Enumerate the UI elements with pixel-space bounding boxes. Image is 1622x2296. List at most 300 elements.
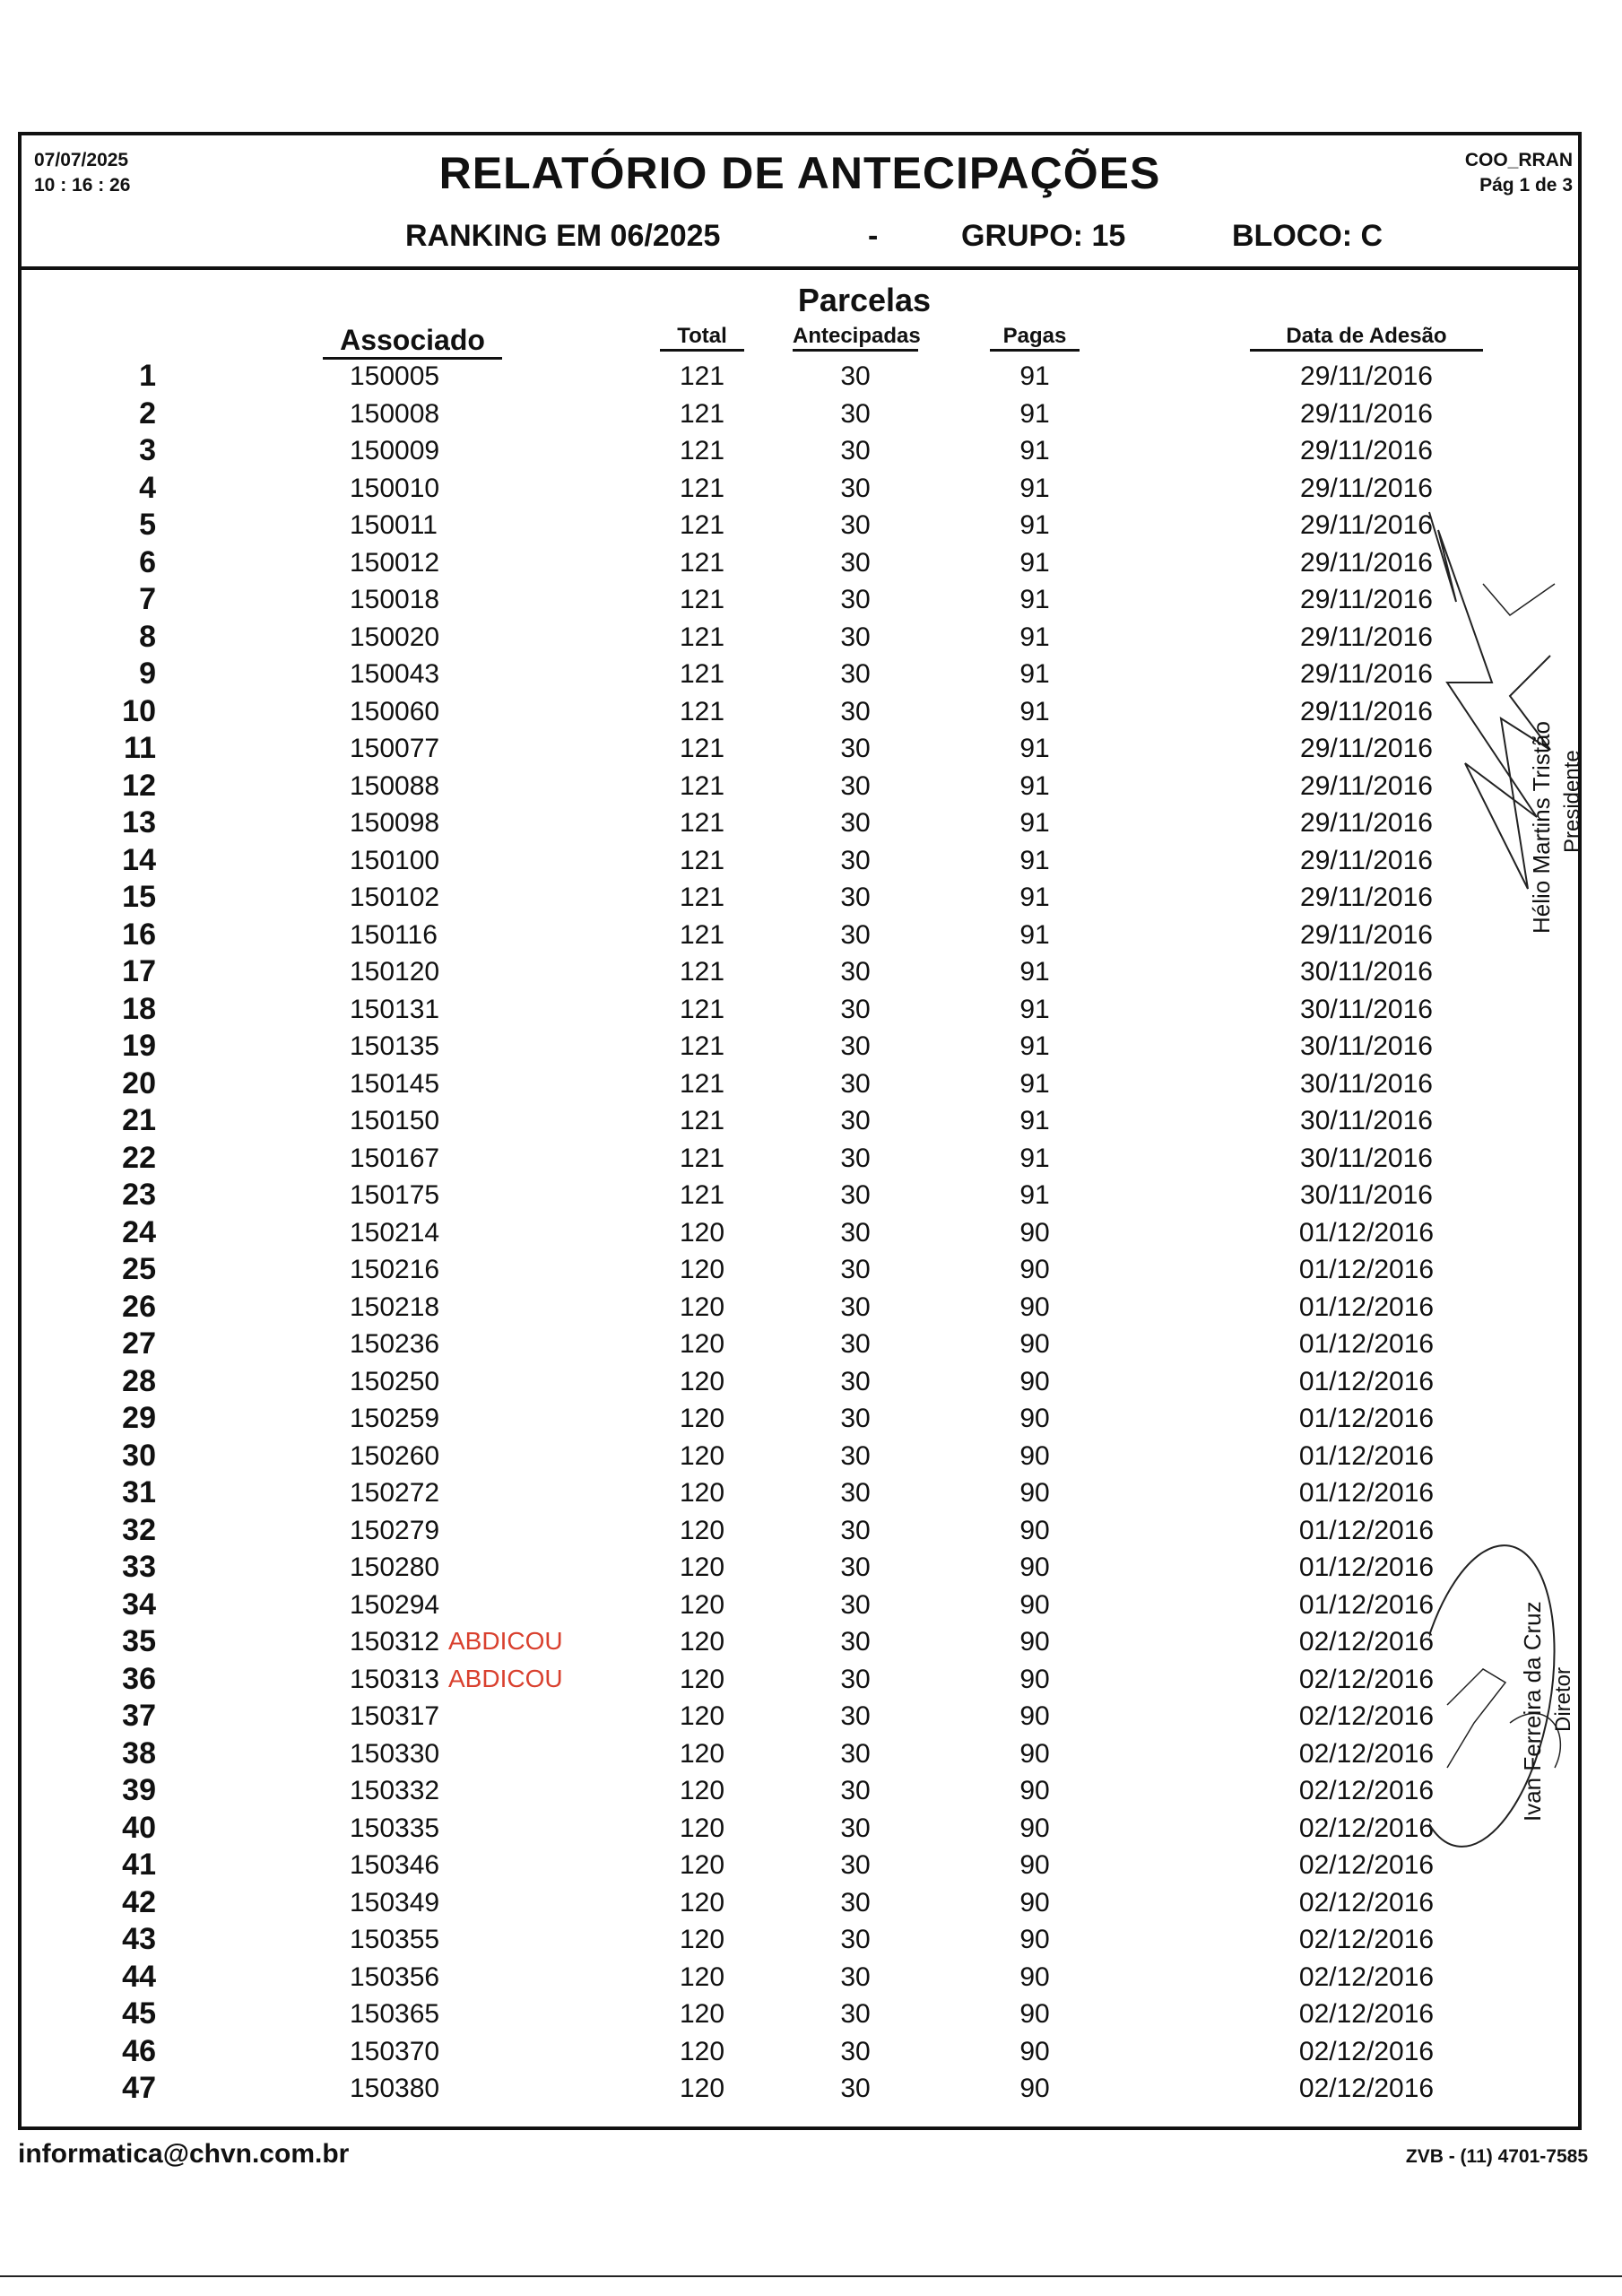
table-row [22, 768, 1578, 805]
row-data-adesao: 02/12/2016 [1298, 1999, 1435, 2029]
row-pagas: 90 [1019, 1813, 1050, 1843]
table-row [22, 1102, 1578, 1140]
table-row [22, 1214, 1578, 1252]
row-rank: 15 [122, 880, 156, 914]
report-frame [18, 132, 1582, 2130]
row-total: 120 [679, 1292, 725, 1322]
row-rank: 47 [122, 2071, 156, 2105]
row-pagas: 91 [1019, 1106, 1050, 1135]
row-data-adesao: 29/11/2016 [1300, 585, 1433, 614]
row-associado: 150010 [350, 473, 440, 503]
row-pagas: 91 [1019, 770, 1050, 801]
row-associado: 150259 [350, 1404, 440, 1433]
row-rank: 22 [122, 1140, 156, 1175]
row-pagas: 91 [1019, 919, 1050, 950]
row-total: 120 [679, 1627, 725, 1657]
row-pagas: 91 [1019, 398, 1050, 429]
row-total: 121 [679, 547, 725, 578]
row-total: 120 [679, 1925, 725, 1954]
row-data-adesao: 30/11/2016 [1300, 957, 1433, 987]
row-associado: 150102 [350, 883, 440, 912]
row-pagas: 90 [1019, 1999, 1050, 2029]
signature-presidente [1393, 476, 1609, 943]
table-row [22, 358, 1578, 396]
row-data-adesao: 01/12/2016 [1298, 1515, 1435, 1545]
row-total: 121 [679, 957, 725, 987]
row-data-adesao: 02/12/2016 [1298, 1738, 1435, 1769]
row-antecipadas: 30 [840, 1776, 871, 1805]
row-pagas: 91 [1019, 994, 1050, 1024]
col-associado: Associado [323, 324, 502, 360]
row-data-adesao: 01/12/2016 [1298, 1292, 1435, 1322]
table-row [22, 1698, 1578, 1735]
signature-name-1: Hélio Martins Tristão [1528, 721, 1555, 934]
row-rank: 18 [122, 991, 156, 1026]
row-rank: 26 [122, 1289, 156, 1324]
row-data-adesao: 02/12/2016 [1298, 1961, 1435, 1992]
row-antecipadas: 30 [840, 1478, 871, 1508]
row-associado: 150236 [350, 1329, 440, 1359]
row-pagas: 91 [1019, 659, 1050, 689]
col-pagas: Pagas [990, 324, 1080, 352]
table-row [22, 1438, 1578, 1475]
row-pagas: 90 [1019, 1440, 1050, 1471]
row-data-adesao: 02/12/2016 [1298, 1776, 1435, 1805]
row-pagas: 90 [1019, 1961, 1050, 1992]
table-row [22, 396, 1578, 433]
row-total: 120 [679, 1589, 725, 1620]
row-associado: 150294 [350, 1589, 440, 1620]
row-data-adesao: 02/12/2016 [1298, 1850, 1435, 1880]
row-associado: 150317 [350, 1701, 440, 1731]
row-rank: 30 [122, 1438, 156, 1473]
row-total: 121 [679, 1180, 725, 1210]
table-row [22, 1065, 1578, 1103]
row-antecipadas: 30 [840, 696, 871, 726]
row-associado: 150214 [350, 1217, 440, 1248]
row-antecipadas: 30 [840, 1552, 871, 1582]
row-total: 120 [679, 1478, 725, 1508]
row-total: 121 [679, 398, 725, 429]
row-rank: 41 [122, 1848, 156, 1882]
row-pagas: 90 [1019, 1887, 1050, 1918]
row-associado: 150365 [350, 1999, 440, 2029]
row-total: 120 [679, 1255, 725, 1284]
row-associado: 150330 [350, 1738, 440, 1769]
table-row [22, 1549, 1578, 1587]
col-data-adesao: Data de Adesão [1250, 324, 1483, 352]
row-antecipadas: 30 [840, 1813, 871, 1843]
row-total: 120 [679, 1961, 725, 1992]
row-associado: 150060 [350, 696, 440, 726]
table-row [22, 507, 1578, 544]
row-data-adesao: 02/12/2016 [1298, 1925, 1435, 1954]
table-row [22, 1474, 1578, 1512]
row-antecipadas: 30 [840, 659, 871, 689]
row-associado: 150018 [350, 585, 440, 614]
signature-name-2: Ivan Ferreira da Cruz [1519, 1601, 1546, 1822]
row-associado: 150135 [350, 1031, 440, 1061]
row-total: 120 [679, 1999, 725, 2029]
row-rank: 40 [122, 1810, 156, 1845]
row-associado: 150150 [350, 1106, 440, 1135]
row-rank: 36 [122, 1661, 156, 1696]
table-row [22, 619, 1578, 657]
table-row [22, 730, 1578, 768]
row-data-adesao: 02/12/2016 [1298, 1887, 1435, 1918]
table-row [22, 1512, 1578, 1550]
row-rank: 17 [122, 954, 156, 988]
row-data-adesao: 29/11/2016 [1300, 770, 1433, 801]
row-total: 120 [679, 1813, 725, 1843]
row-associado: 150370 [350, 2036, 440, 2066]
row-pagas: 90 [1019, 1850, 1050, 1880]
table-row [22, 432, 1578, 470]
row-data-adesao: 01/12/2016 [1298, 1217, 1435, 1248]
row-total: 120 [679, 2036, 725, 2066]
row-antecipadas: 30 [840, 622, 871, 652]
row-rank: 33 [122, 1550, 156, 1584]
row-antecipadas: 30 [840, 845, 871, 875]
table-row [22, 953, 1578, 991]
row-total: 121 [679, 361, 725, 391]
row-rank: 42 [122, 1884, 156, 1919]
row-antecipadas: 30 [840, 1961, 871, 1992]
row-pagas: 90 [1019, 1552, 1050, 1582]
row-associado: 150272 [350, 1478, 440, 1508]
row-rank: 8 [139, 619, 156, 654]
row-pagas: 91 [1019, 361, 1050, 391]
row-pagas: 91 [1019, 734, 1050, 763]
row-associado: 150098 [350, 808, 440, 838]
report-title: RELATÓRIO DE ANTECIPAÇÕES [438, 148, 1161, 198]
row-antecipadas: 30 [840, 1143, 871, 1173]
table-row [22, 544, 1578, 582]
grupo-label: GRUPO: 15 [961, 219, 1126, 253]
row-total: 121 [679, 1031, 725, 1061]
report-time: 10 : 16 : 26 [34, 175, 131, 196]
row-rank: 13 [122, 805, 156, 839]
report-code: COO_RRAN [1464, 150, 1573, 170]
row-pagas: 91 [1019, 510, 1050, 540]
table-row [22, 1772, 1578, 1810]
row-total: 121 [679, 585, 725, 614]
row-pagas: 90 [1019, 1255, 1050, 1284]
row-rank: 21 [122, 1103, 156, 1137]
row-associado: 150077 [350, 734, 440, 763]
table-row [22, 1289, 1578, 1326]
row-rank: 3 [139, 433, 156, 467]
row-rank: 4 [139, 470, 156, 505]
row-pagas: 90 [1019, 1738, 1050, 1769]
row-associado: 150005 [350, 361, 440, 391]
table-row [22, 842, 1578, 880]
row-antecipadas: 30 [840, 1440, 871, 1471]
row-rank: 19 [122, 1029, 156, 1063]
row-rank: 1 [139, 359, 156, 393]
table-row [22, 1400, 1578, 1438]
row-data-adesao: 29/11/2016 [1300, 436, 1433, 465]
row-antecipadas: 30 [840, 1589, 871, 1620]
row-associado: 150356 [350, 1961, 440, 1992]
row-pagas: 91 [1019, 808, 1050, 838]
row-rank: 20 [122, 1065, 156, 1100]
row-associado: 150012 [350, 547, 440, 578]
row-pagas: 91 [1019, 436, 1050, 465]
signature-scribble-1 [1393, 476, 1609, 943]
row-data-adesao: 30/11/2016 [1300, 1031, 1433, 1061]
row-total: 120 [679, 1850, 725, 1880]
table-row [22, 693, 1578, 731]
row-pagas: 90 [1019, 1478, 1050, 1508]
row-data-adesao: 29/11/2016 [1300, 398, 1433, 429]
row-data-adesao: 30/11/2016 [1300, 994, 1433, 1024]
row-pagas: 90 [1019, 2036, 1050, 2066]
row-rank: 45 [122, 1996, 156, 2031]
row-pagas: 91 [1019, 696, 1050, 726]
row-data-adesao: 29/11/2016 [1300, 845, 1433, 875]
row-rank: 46 [122, 2033, 156, 2068]
table-row [22, 1251, 1578, 1289]
row-rank: 12 [122, 768, 156, 803]
row-pagas: 91 [1019, 1068, 1050, 1099]
row-associado: 150355 [350, 1925, 440, 1954]
row-pagas: 91 [1019, 1143, 1050, 1173]
table-row [22, 1921, 1578, 1959]
row-rank: 25 [122, 1252, 156, 1286]
table-row [22, 1847, 1578, 1884]
row-data-adesao: 29/11/2016 [1300, 510, 1433, 540]
row-total: 120 [679, 1664, 725, 1694]
row-rank: 11 [124, 731, 156, 765]
row-associado: 150380 [350, 2074, 440, 2103]
row-data-adesao: 02/12/2016 [1298, 1813, 1435, 1843]
table-row [22, 2070, 1578, 2108]
row-data-adesao: 29/11/2016 [1300, 919, 1433, 950]
row-antecipadas: 30 [840, 1404, 871, 1433]
row-data-adesao: 29/11/2016 [1300, 473, 1433, 503]
table-row [22, 1661, 1578, 1699]
row-total: 120 [679, 1329, 725, 1359]
parcelas-group-header: Parcelas [797, 282, 932, 318]
row-antecipadas: 30 [840, 361, 871, 391]
row-rank: 27 [122, 1326, 156, 1361]
row-antecipadas: 30 [840, 1925, 871, 1954]
row-data-adesao: 29/11/2016 [1300, 622, 1433, 652]
row-data-adesao: 01/12/2016 [1298, 1440, 1435, 1471]
row-pagas: 90 [1019, 1776, 1050, 1805]
row-data-adesao: 02/12/2016 [1298, 1701, 1435, 1731]
report-code-block [1465, 148, 1573, 198]
row-pagas: 91 [1019, 585, 1050, 614]
row-antecipadas: 30 [840, 1292, 871, 1322]
table-row [22, 581, 1578, 619]
row-pagas: 91 [1019, 1180, 1050, 1210]
row-rank: 2 [139, 396, 156, 430]
row-rank: 34 [122, 1587, 156, 1622]
row-associado: 150279 [350, 1515, 440, 1545]
row-associado: 150280 [350, 1552, 440, 1582]
row-data-adesao: 30/11/2016 [1300, 1068, 1433, 1099]
row-associado: 150313 [350, 1664, 440, 1694]
row-total: 121 [679, 510, 725, 540]
row-total: 121 [679, 1106, 725, 1135]
row-antecipadas: 30 [840, 585, 871, 614]
row-associado: 150011 [350, 510, 438, 540]
table-row [22, 1959, 1578, 1996]
row-data-adesao: 29/11/2016 [1300, 883, 1433, 912]
row-total: 120 [679, 1552, 725, 1582]
row-note: ABDICOU [448, 1664, 563, 1692]
row-total: 121 [679, 1068, 725, 1099]
table-row [22, 879, 1578, 917]
row-antecipadas: 30 [840, 1217, 871, 1248]
row-associado: 150175 [350, 1180, 440, 1210]
row-total: 120 [679, 1404, 725, 1433]
row-data-adesao: 30/11/2016 [1300, 1180, 1433, 1210]
table-row [22, 1623, 1578, 1661]
row-associado: 150349 [350, 1887, 440, 1918]
row-data-adesao: 30/11/2016 [1300, 1143, 1433, 1173]
row-rank: 14 [122, 842, 156, 877]
signature-role-1: Presidente [1560, 750, 1584, 853]
row-total: 121 [679, 659, 725, 689]
row-associado: 150009 [350, 436, 440, 465]
signature-diretor [1429, 1445, 1609, 1866]
row-antecipadas: 30 [840, 1738, 871, 1769]
row-associado: 150312 [350, 1627, 440, 1657]
row-antecipadas: 30 [840, 547, 871, 578]
row-total: 121 [679, 883, 725, 912]
row-associado: 150332 [350, 1776, 440, 1805]
row-antecipadas: 30 [840, 1664, 871, 1694]
table-row [22, 991, 1578, 1029]
row-rank: 10 [122, 693, 156, 728]
row-antecipadas: 30 [840, 436, 871, 465]
footer-email: informatica@chvn.com.br [18, 2139, 350, 2169]
row-total: 121 [679, 622, 725, 652]
row-associado: 150167 [350, 1143, 440, 1173]
table-row [22, 1996, 1578, 2033]
row-rank: 32 [122, 1512, 156, 1547]
row-data-adesao: 29/11/2016 [1300, 696, 1433, 726]
row-antecipadas: 30 [840, 510, 871, 540]
row-rank: 44 [122, 1959, 156, 1994]
row-rank: 35 [122, 1624, 156, 1658]
page-bottom-rule [0, 2275, 1622, 2277]
row-pagas: 90 [1019, 1329, 1050, 1359]
ranking-label: RANKING EM 06/2025 [405, 219, 721, 253]
signature-role-2: Diretor [1551, 1666, 1575, 1732]
row-total: 121 [679, 994, 725, 1024]
row-associado: 150043 [350, 659, 440, 689]
row-antecipadas: 30 [840, 1255, 871, 1284]
row-associado: 150088 [350, 770, 440, 801]
header-dash: - [868, 219, 879, 253]
row-antecipadas: 30 [840, 808, 871, 838]
row-pagas: 91 [1019, 1031, 1050, 1061]
report-header [22, 135, 1578, 270]
row-total: 121 [679, 473, 725, 503]
row-associado: 150020 [350, 622, 440, 652]
row-associado: 150250 [350, 1366, 440, 1396]
row-pagas: 91 [1019, 845, 1050, 875]
table-row [22, 656, 1578, 693]
row-rank: 7 [139, 582, 156, 616]
row-pagas: 90 [1019, 1217, 1050, 1248]
row-total: 120 [679, 2074, 725, 2103]
row-associado: 150131 [350, 994, 440, 1024]
row-rank: 24 [122, 1214, 156, 1249]
row-associado: 150116 [350, 919, 438, 950]
row-total: 120 [679, 1217, 725, 1248]
row-total: 121 [679, 808, 725, 838]
row-associado: 150008 [350, 398, 440, 429]
table-row [22, 1587, 1578, 1624]
row-pagas: 91 [1019, 622, 1050, 652]
table-row [22, 1326, 1578, 1363]
row-total: 120 [679, 1701, 725, 1731]
row-associado: 150120 [350, 957, 440, 987]
table-row [22, 1363, 1578, 1401]
col-antecipadas: Antecipadas [793, 324, 918, 352]
row-rank: 5 [139, 508, 156, 542]
row-antecipadas: 30 [840, 919, 871, 950]
row-antecipadas: 30 [840, 883, 871, 912]
row-rank: 28 [122, 1363, 156, 1398]
row-antecipadas: 30 [840, 1850, 871, 1880]
report-date: 07/07/2025 [34, 150, 129, 170]
row-data-adesao: 01/12/2016 [1298, 1329, 1435, 1359]
row-associado: 150218 [350, 1292, 440, 1322]
row-pagas: 91 [1019, 547, 1050, 578]
row-antecipadas: 30 [840, 1515, 871, 1545]
row-rank: 31 [122, 1475, 156, 1509]
row-rank: 39 [122, 1773, 156, 1807]
row-pagas: 90 [1019, 1404, 1050, 1433]
row-total: 120 [679, 1887, 725, 1918]
row-associado: 150216 [350, 1255, 440, 1284]
row-antecipadas: 30 [840, 1068, 871, 1099]
row-antecipadas: 30 [840, 957, 871, 987]
row-antecipadas: 30 [840, 1031, 871, 1061]
row-antecipadas: 30 [840, 2074, 871, 2103]
row-rank: 23 [122, 1178, 156, 1212]
table-row [22, 917, 1578, 954]
row-rank: 37 [122, 1699, 156, 1733]
bloco-label: BLOCO: C [1232, 219, 1383, 253]
row-antecipadas: 30 [840, 2036, 871, 2066]
table-row [22, 1028, 1578, 1065]
row-data-adesao: 02/12/2016 [1298, 1627, 1435, 1657]
row-antecipadas: 30 [840, 1366, 871, 1396]
row-antecipadas: 30 [840, 1329, 871, 1359]
table-row [22, 804, 1578, 842]
row-data-adesao: 29/11/2016 [1300, 547, 1433, 578]
row-antecipadas: 30 [840, 1887, 871, 1918]
row-associado: 150335 [350, 1813, 440, 1843]
row-data-adesao: 02/12/2016 [1298, 2036, 1435, 2066]
row-total: 121 [679, 696, 725, 726]
row-data-adesao: 01/12/2016 [1298, 1255, 1435, 1284]
row-antecipadas: 30 [840, 1106, 871, 1135]
col-total: Total [660, 324, 744, 352]
row-total: 121 [679, 919, 725, 950]
row-associado: 150100 [350, 845, 440, 875]
row-associado: 150145 [350, 1068, 440, 1099]
row-total: 120 [679, 1440, 725, 1471]
row-pagas: 90 [1019, 2074, 1050, 2103]
